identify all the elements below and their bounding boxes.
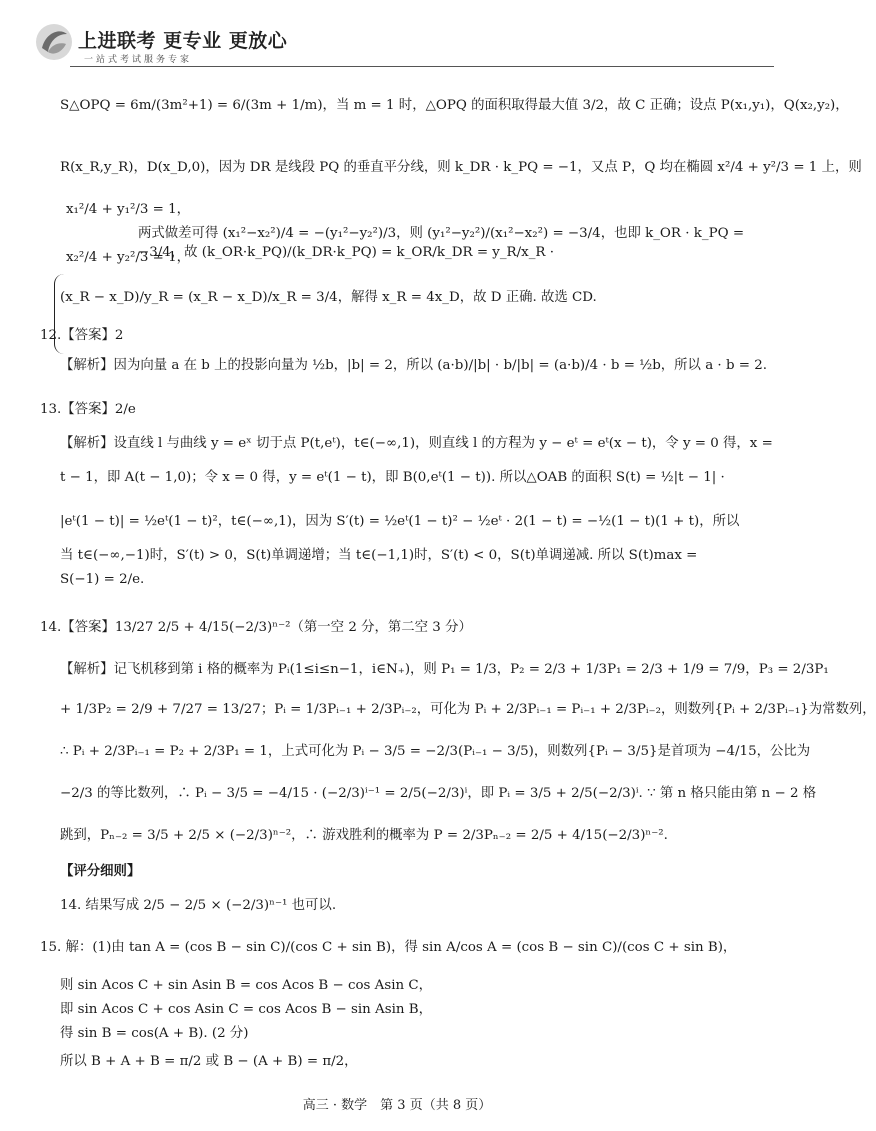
text-line: 【解析】设直线 l 与曲线 y = eˣ 切于点 P(t,eᵗ)，t∈(−∞,1)，则直线 l 的方程为 y − eᵗ = eᵗ(x − t)，令 y = 0 得，x = xyxy=(60,436,773,451)
brand-name: 上进联考 更专业 更放心 xyxy=(78,30,288,52)
text-line: x₁²/4 + y₁²/3 = 1， xyxy=(66,202,191,217)
text-line: |eᵗ(1 − t)| = ½eᵗ(1 − t)²，t∈(−∞,1)，因为 S′(t) = ½eᵗ(1 − t)² − ½eᵗ · 2(1 − t) = −½(1 − t)(1 + t)，所以 xyxy=(60,514,740,529)
section-heading: 【评分细则】 xyxy=(60,863,141,879)
text-line: ∴ Pᵢ + 2/3Pᵢ₋₁ = P₂ + 2/3P₁ = 1，上式可化为 Pᵢ − 3/5 = −2/3(Pᵢ₋₁ − 3/5)，则数列{Pᵢ − 3/5}是首项为 −4/15，公比为 xyxy=(60,744,811,759)
text-line: 15. 解：(1)由 tan A = (cos B − sin C)/(cos C + sin B)，得 sin A/cos A = (cos B − sin C)/(cos C + sin B)， xyxy=(40,940,737,955)
text-line: S(−1) = 2/e. xyxy=(60,572,145,587)
brand-logo-icon xyxy=(34,22,74,62)
text-line: 所以 B + A + B = π/2 或 B − (A + B) = π/2， xyxy=(60,1054,358,1069)
answer-heading: 14.【答案】13/27 2/5 + 4/15(−2/3)ⁿ⁻²（第一空 2 分，第二空 3 分） xyxy=(40,620,472,635)
text-line: t − 1，即 A(t − 1,0)；令 x = 0 得，y = eᵗ(1 − t)，即 B(0,eᵗ(1 − t)). 所以△OAB 的面积 S(t) = ½|t − 1| · xyxy=(60,470,725,485)
brand-tagline: 一站式考试服务专家 xyxy=(84,55,193,65)
header-divider xyxy=(70,66,774,67)
text-line: (x_R − x_D)/y_R = (x_R − x_D)/x_R = 3/4，解得 x_R = 4x_D，故 D 正确. 故选 CD. xyxy=(60,290,597,305)
text-line: 【解析】记飞机移到第 i 格的概率为 Pᵢ(1≤i≤n−1，i∈N₊)，则 P₁ = 1/3，P₂ = 2/3 + 1/3P₁ = 2/3 + 1/9 = 7/9，P₃ = 2/3P₁ xyxy=(60,662,829,677)
text-line: 两式做差可得 (x₁²−x₂²)/4 = −(y₁²−y₂²)/3，则 (y₁²−y₂²)/(x₁²−x₂²) = −3/4，也即 k_OR · k_PQ = −3/4，故 (k_OR·k_PQ)/(k_DR·k_PQ) = k_OR/k_DR = y_R/x_R · xyxy=(138,226,745,260)
text-line: S△OPQ = 6m/(3m²+1) = 6/(3m + 1/m)，当 m = 1 时，△OPQ 的面积取得最大值 3/2，故 C 正确；设点 P(x₁,y₁)，Q(x₂,y₂)， xyxy=(60,98,849,113)
text-line: 【解析】因为向量 a 在 b 上的投影向量为 ½b，|b| = 2，所以 (a·b)/|b| · b/|b| = (a·b)/4 · b = ½b，所以 a · b = 2. xyxy=(60,358,768,373)
text-line: 跳到，Pₙ₋₂ = 3/5 + 2/5 × (−2/3)ⁿ⁻²，∴ 游戏胜利的概率为 P = 2/3Pₙ₋₂ = 2/5 + 4/15(−2/3)ⁿ⁻². xyxy=(60,828,668,843)
text-line: 14. 结果写成 2/5 − 2/5 × (−2/3)ⁿ⁻¹ 也可以. xyxy=(60,898,337,913)
page-header xyxy=(34,20,774,72)
page-footer: 高三 · 数学 第 3 页（共 8 页） xyxy=(302,1098,492,1113)
text-line: x₂²/4 + y₂²/3 = 1， xyxy=(66,250,191,265)
text-line: + 1/3P₂ = 2/9 + 7/27 = 13/27；Pᵢ = 1/3Pᵢ₋₁ + 2/3Pᵢ₋₂，可化为 Pᵢ + 2/3Pᵢ₋₁ = Pᵢ₋₁ + 2/3Pᵢ₋₂，则数列{Pᵢ + 2/3Pᵢ₋₁}为常数列， xyxy=(60,702,876,717)
answer-heading: 12.【答案】2 xyxy=(40,328,124,343)
answer-heading: 13.【答案】2/e xyxy=(40,402,136,417)
text-line: 则 sin Acos C + sin Asin B = cos Acos B − cos Asin C， xyxy=(60,978,432,993)
text-line: −2/3 的等比数列，∴ Pᵢ − 3/5 = −4/15 · (−2/3)ⁱ⁻¹ = 2/5(−2/3)ⁱ，即 Pᵢ = 3/5 + 2/5(−2/3)ⁱ. ∵ 第 n 格只能由第 n − 2 格 xyxy=(60,786,817,801)
text-line: 得 sin B = cos(A + B). (2 分) xyxy=(60,1026,249,1041)
text-line: 当 t∈(−∞,−1)时，S′(t) > 0，S(t)单调递增；当 t∈(−1,1)时，S′(t) < 0，S(t)单调递减. 所以 S(t)max = xyxy=(60,548,698,563)
text-line: 即 sin Acos C + cos Asin C = cos Acos B − sin Asin B， xyxy=(60,1002,432,1017)
text-line: R(x_R,y_R)，D(x_D,0)，因为 DR 是线段 PQ 的垂直平分线，则 k_DR · k_PQ = −1，又点 P，Q 均在椭圆 x²/4 + y²/3 = 1 上，则 xyxy=(60,160,862,175)
